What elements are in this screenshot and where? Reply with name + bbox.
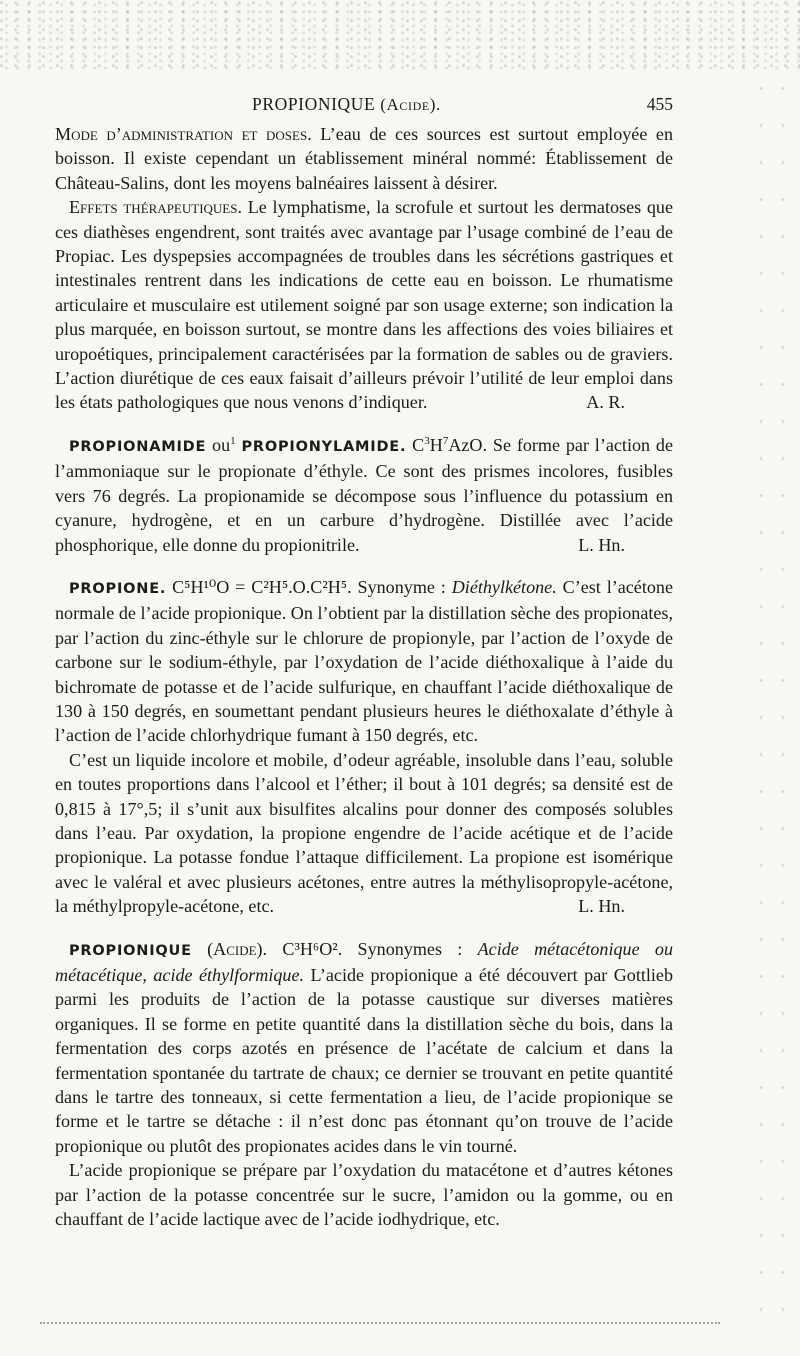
header-title-paren: (Acide). (380, 95, 441, 114)
propionamide-ou: ou (206, 434, 231, 455)
entry-propionique (55, 933, 673, 1159)
header-title (252, 92, 441, 117)
propione-text-1: C’est l’acétone normale de l’acide propionique. On l’obtient par la distillation sèche des propionates, par l’action du zinc-éthyle sur le chlorure de propionyle, par l’action de l’oxyde de carbone sur le sodium-éthyle, par l’oxydation de l’acide diéthoxalique à l’aide du bichromate de potasse et de l’acide sulfurique, en chauffant l’acide diéthoxalique de 130 à 150 degrés, en soumettant pendant plusieurs heures le diéthoxalate d’éthyle à l’action de l’acide chlorhydrique fumant à 150 degrés, etc. (55, 576, 673, 746)
propione-synonym: Diéthylkétone. (451, 576, 557, 597)
propionique-term: PROPIONIQUE (69, 942, 192, 959)
intro-paragraph-1 (55, 122, 673, 195)
propionamide-signature: L. Hn. (578, 534, 625, 555)
footnote-mark: 1 (230, 434, 236, 447)
propionique-text-1: L’acide propionique a été découvert par Gottlieb parmi les produits de l’action de la potasse caustique sur diverses matières organiques. Il se forme en petite quantité dans la distillation sèche du bois, dans la fermentation des corps azotés en présence de l’acétate de calcium et dans la fermentation spontanée du tartrate de chaux; ce dernier se trouvant en petite quantité dans le tartre des tonneaux, si cette fermentation a lieu, de l’acide propionique se forme et le tartre se détache : il n’est donc pas étonnant qu’on trouve de l’acide propionique ou plutôt des propionates acides dans le vin tourné. (55, 965, 673, 1156)
formula-h: H (429, 434, 443, 455)
intro-signature: A. R. (586, 392, 625, 413)
propione-formula: C⁵H¹⁰O = C²H⁵.O.C²H⁵. (166, 576, 352, 597)
propionamide-text: Se forme par l’action de l’ammoniaque sur le propionate d’éthyle. Ce sont des prismes incolores, fusibles vers 76 degrés. La propionamide se décompose sous l’influence du potassium en cyanure, hydrogène, et en un carbure d’hydrogène. Distillée avec l’acide phosphorique, elle donne du propionitrile. (55, 434, 673, 555)
formula-sup-1: 3 (424, 434, 430, 447)
propionique-syn-label: Synonymes : (342, 938, 478, 959)
propionique-paragraph-2 (55, 1158, 673, 1231)
propionamide-term: PROPIONAMIDE (69, 438, 207, 455)
running-header (55, 92, 673, 120)
propionique-paren: (Acide). (191, 938, 268, 959)
page-body (55, 92, 673, 1231)
propionamide-term-2: PROPIONYLAMIDE. (241, 438, 407, 455)
intro-text-1: L’eau de ces sources est surtout employée en boisson. Il existe cependant un établissement minéral nommé: Établissement de Château-Salins, dont les moyens balnéaires laissent à désirer. (55, 124, 673, 193)
intro-text-2: Le lymphatisme, la scrofule et surtout les dermatoses que ces diathèses engendrent, sont traités avec avantage par l’usage combiné de l’eau de Propiac. Les dyspepsies accompagnées de troubles dans les sécrétions gastriques et intestinales rentrent dans les indications de cette eau en boisson. Le rhumatisme articulaire et musculaire est utilement soigné par son usage externe; son indication la plus marquée, en boisson surtout, se montre dans les affections des voies biliaires et uropoétiques, principalement caractérisées par la formation de sables ou de graviers. L’action diurétique de ces eaux faisait d’ailleurs prévoir l’utilité de leur emploi dans les états pathologiques que nous venons d’indiquer. (55, 197, 674, 413)
propionamide-formula-c: C (406, 434, 425, 455)
propione-term: PROPIONE. (69, 580, 167, 597)
propione-signature: L. Hn. (578, 896, 625, 917)
propionique-synonyms: Acide métacétonique ou métacétique, acide éthylformique. (55, 938, 673, 985)
intro-label-2: Effets thérapeutiques. (69, 197, 242, 218)
scan-noise-right (750, 70, 800, 1320)
intro-paragraph-2 (55, 195, 673, 415)
header-title-main: PROPIONIQUE (252, 94, 376, 114)
page-number: 455 (646, 94, 673, 114)
formula-sup-2: 7 (442, 434, 449, 447)
propionique-formula: C³H⁶O². (267, 938, 343, 959)
scan-noise-top (0, 0, 800, 70)
propionique-text-2: L’acide propionique se prépare par l’oxydation du matacétone et d’autres kétones par l’action de la potasse concentrée sur le sucre, l’amidon ou la gomme, ou en chauffant de l’acide lactique avec de l’acide iodhydrique, etc. (55, 1160, 673, 1230)
entry-propione (55, 571, 673, 748)
propione-paragraph-2 (55, 748, 673, 919)
scan-noise-bottom (40, 1322, 720, 1328)
entry-propionamide (55, 429, 673, 557)
propione-text-2: C’est un liquide incolore et mobile, d’odeur agréable, insoluble dans l’eau, soluble en toutes proportions dans l’alcool et l’éther; il bout à 101 degrés; sa densité est de 0,815 à 17°,5; il s’unit aux bisulfites alcalins pour donner des composés solubles dans l’eau. Par oxydation, la propione engendre de l’acide acétique et de l’acide propionique. La potasse fondue l’attaque difficilement. La propione est isomérique avec le valéral et avec plusieurs acétones, entre autres la méthylisopropyle-acétone, la méthylpropyle-acétone, etc. (55, 749, 673, 917)
intro-label-1: Mode d’administration et doses. (55, 124, 312, 144)
formula-rest: AzO. (448, 434, 488, 455)
propione-syn-label: Synonyme : (351, 576, 452, 597)
